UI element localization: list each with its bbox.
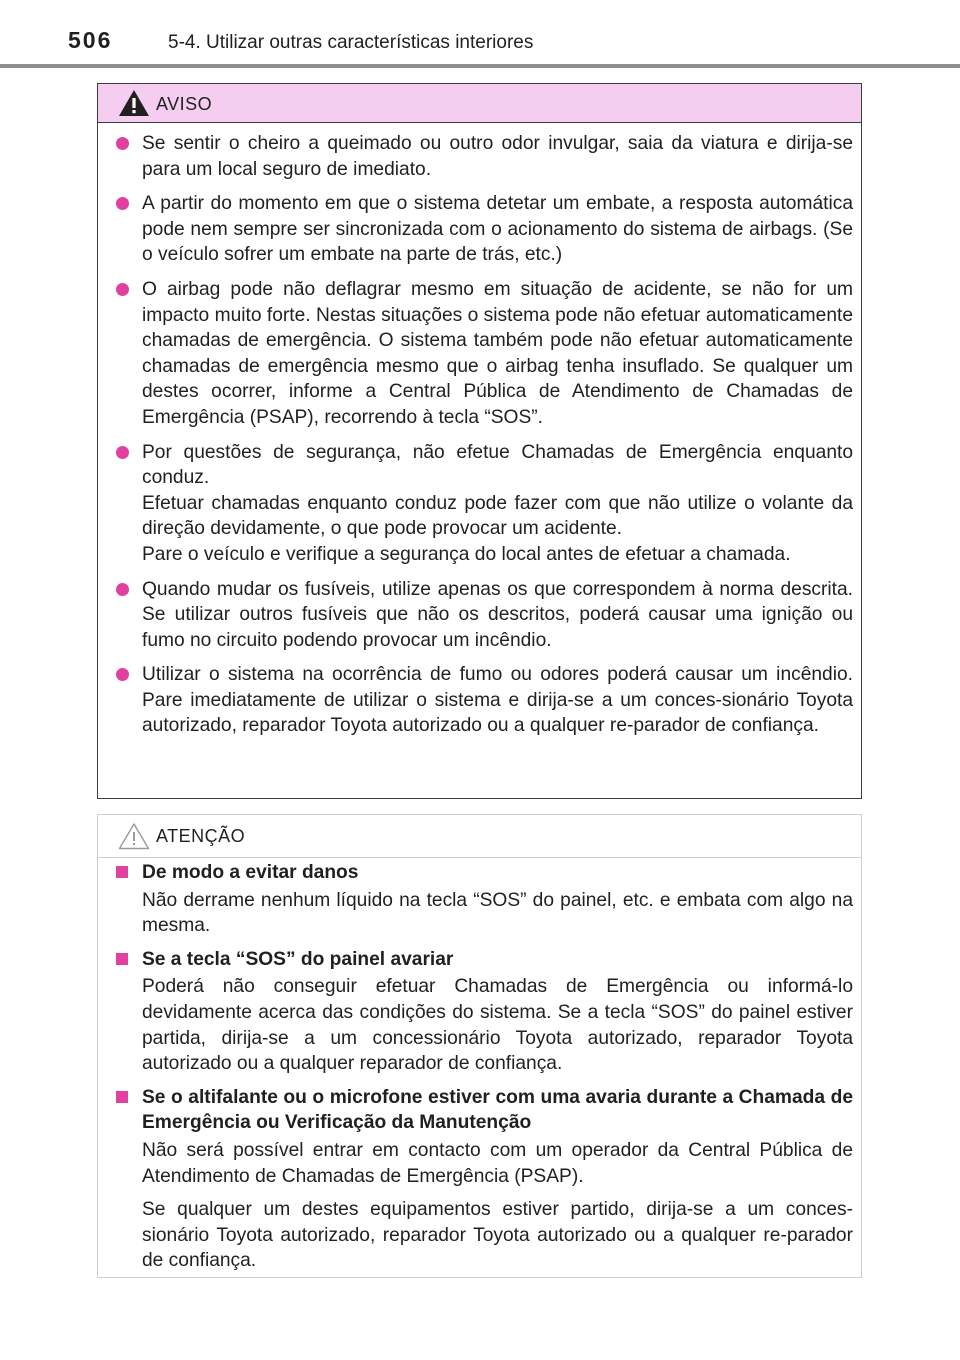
aviso-bullet-item bbox=[114, 191, 853, 268]
atencao-header bbox=[98, 815, 861, 858]
page-number: 506 bbox=[68, 27, 113, 53]
atencao-item-text: Não derrame nenhum líquido na tecla “SOS” do painel, etc. e embata com algo na mesma. bbox=[142, 889, 853, 937]
header-rule bbox=[0, 64, 960, 68]
atencao-item-text: Poderá não conseguir efetuar Chamadas de Emergência ou informá-lo devidamente acerca das condições do sistema. Se a tecla “SOS” do painel estiver partida, dirija-se a um concessionário Toyota autorizado, reparador Toyota autorizado ou a qualquer reparador de confiança. bbox=[142, 976, 853, 1075]
aviso-bullet-item bbox=[114, 577, 853, 654]
section-title: 5-4. Utilizar outras características interiores bbox=[168, 32, 534, 53]
atencao-body bbox=[98, 858, 861, 1274]
square-bullet-icon bbox=[116, 866, 128, 878]
aviso-bullet-text: O airbag pode não deflagrar mesmo em situação de acidente, se não for um impacto muito forte. Nestas situações o sistema pode não efetuar automaticamente chamadas de emergência. O sistema também pode não efetuar automaticamente chamadas de emergência mesmo que o airbag tenha insuflado. Se qualquer um destes ocorrer, informe a Central Pública de Atendimento de Chamadas de Emergência (PSAP), recorrendo à tecla “SOS”. bbox=[142, 278, 853, 428]
atencao-item-heading-text: De modo a evitar danos bbox=[142, 862, 359, 883]
aviso-bullet-item bbox=[114, 440, 853, 568]
aviso-bullet-text: Utilizar o sistema na ocorrência de fumo ou odores poderá causar um incêndio. Pare imediatamente de utilizar o sistema e dirija-se a um conces-sionário Toyota autorizado, reparador Toyota autorizado ou a qualquer re-parador de confiança. bbox=[142, 664, 853, 737]
warning-triangle-icon bbox=[118, 89, 150, 117]
aviso-bullet-text: Se sentir o cheiro a queimado ou outro odor invulgar, saia da viatura e dirija-se para um local seguro de imediato. bbox=[142, 133, 853, 180]
atencao-item-heading-text: Se o altifalante ou o microfone estiver com uma avaria durante a Chamada de Emergência ou Verificação da Manutenção bbox=[142, 1086, 853, 1134]
bullet-dot-icon bbox=[116, 197, 129, 210]
atencao-item bbox=[114, 860, 853, 939]
bullet-dot-icon bbox=[116, 583, 129, 596]
aviso-title: AVISO bbox=[156, 94, 213, 114]
bullet-dot-icon bbox=[116, 446, 129, 459]
aviso-bullet-item bbox=[114, 662, 853, 739]
aviso-box bbox=[97, 83, 862, 799]
aviso-bullet-text: Pare o veículo e verifique a segurança do local antes de efetuar a chamada. bbox=[142, 543, 791, 565]
atencao-item-heading-text: Se a tecla “SOS” do painel avariar bbox=[142, 948, 454, 970]
atencao-item bbox=[114, 947, 853, 1077]
page-header bbox=[0, 0, 960, 70]
aviso-bullet-text: Por questões de segurança, não efetue Chamadas de Emergência enquanto conduz. bbox=[142, 441, 853, 489]
aviso-header bbox=[98, 84, 861, 123]
aviso-bullet-text: Efetuar chamadas enquanto conduz pode fazer com que não utilize o volante da direção devidamente, o que pode provocar um acidente. bbox=[142, 492, 853, 540]
aviso-bullet-item bbox=[114, 131, 853, 182]
aviso-bullet-text: Quando mudar os fusíveis, utilize apenas os que correspondem à norma descrita. Se utilizar outros fusíveis que não os descritos, poderá causar uma ignição ou fumo no circuito podendo provocar um incêndio. bbox=[142, 578, 853, 651]
square-bullet-icon bbox=[116, 953, 128, 965]
atencao-item-text: Se qualquer um destes equipamentos estiver partido, dirija-se a um conces-sionário Toyota autorizado, reparador Toyota autorizado ou a qualquer re-parador de confiança. bbox=[142, 1199, 853, 1272]
atencao-item-heading bbox=[114, 860, 853, 886]
bullet-dot-icon bbox=[116, 668, 129, 681]
square-bullet-icon bbox=[116, 1091, 128, 1103]
bullet-dot-icon bbox=[116, 137, 129, 150]
atencao-item-text: Não será possível entrar em contacto com um operador da Central Pública de Atendimento de Chamadas de Emergência (PSAP). bbox=[142, 1139, 853, 1187]
atencao-item bbox=[114, 1085, 853, 1274]
caution-triangle-icon bbox=[118, 822, 150, 850]
aviso-bullet-item bbox=[114, 277, 853, 431]
bullet-dot-icon bbox=[116, 283, 129, 296]
atencao-item-heading bbox=[114, 1085, 853, 1136]
aviso-body bbox=[98, 123, 861, 739]
atencao-item-heading bbox=[114, 947, 853, 973]
atencao-box bbox=[97, 814, 862, 1278]
atencao-title: ATENÇÃO bbox=[156, 826, 246, 846]
aviso-bullet-text: A partir do momento em que o sistema detetar um embate, a resposta automática pode nem sempre ser sincronizada com o acionamento do sistema de airbags. (Se o veículo sofrer um embate na parte de trás, etc.) bbox=[142, 193, 853, 266]
